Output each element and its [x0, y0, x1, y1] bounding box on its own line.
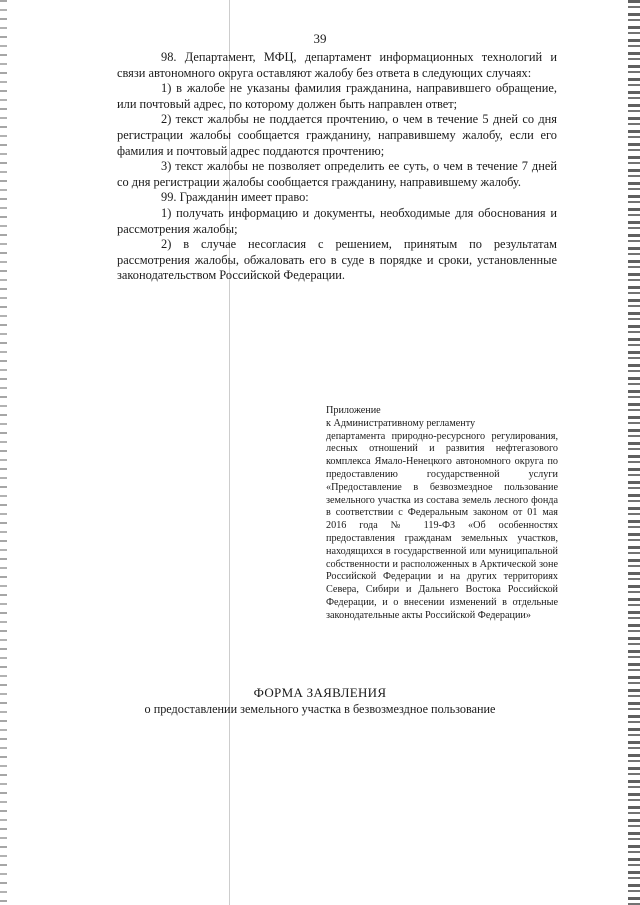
paragraph-98-item-1: 1) в жалобе не указаны фамилия гражданина, направившего обращение, или почтовый адрес, по которому должен быть направлен ответ; [117, 81, 557, 111]
appendix-reference: к Административному регламенту [326, 417, 476, 429]
paragraph-99-item-1: 1) получать информацию и документы, необходимые для обоснования и рассмотрения жалобы; [117, 205, 557, 236]
paragraph-99: 99. Гражданин имеет право: [161, 190, 309, 205]
scan-border-left [0, 0, 7, 905]
form-subtitle: о предоставлении земельного участка в безвозмездное пользование [144, 702, 496, 716]
paragraph-98-item-3: 3) текст жалобы не позволяет определить ее суть, о чем в течение 7 дней со дня регистрации жалобы сообщается гражданину, направившему жалобу. [117, 159, 557, 189]
main-text [117, 50, 557, 284]
paragraph-98: 98. Департамент, МФЦ, департамент информационных технологий и связи автономного округа оставляют жалобу без ответа в следующих случаях: [117, 50, 557, 80]
page-number: 39 [313, 31, 327, 46]
form-title: ФОРМА ЗАЯВЛЕНИЯ [253, 685, 387, 700]
scan-border-right [628, 0, 640, 905]
appendix-label: Приложение [326, 405, 381, 416]
paragraph-99-item-2: 2) в случае несогласия с решением, принятым по результатам рассмотрения жалобы, обжаловать его в суде в порядке и сроки, установленные законодательством Российской Федерации. [117, 237, 557, 283]
appendix-header [326, 405, 558, 623]
appendix-description: департамента природно-ресурсного регулирования, лесных отношений и развития нефтегазового комплекса Ямало-Ненецкого автономного округа по предоставлению государственной услуги «Предоставление в безвозмездное пользование земельного участка из состава земель лесного фонда в соответствии с Федеральным законом от 01 мая 2016 года № 119-ФЗ «Об особенностях предоставления гражданам земельных участков, находящихся в государственной или муниципальной собственности и расположенных в Арктической зоне Российской Федерации и на других территориях Севера, Сибири и Дальнего Востока Российской Федерации, и о внесении изменений в отдельные законодательные акты Российской Федерации» [326, 430, 558, 621]
paragraph-98-item-2: 2) текст жалобы не поддается прочтению, о чем в течение 5 дней со дня регистрации жалобы сообщается гражданину, направившему жалобу, если его фамилия и почтовый адрес поддаются прочтению; [117, 112, 557, 158]
